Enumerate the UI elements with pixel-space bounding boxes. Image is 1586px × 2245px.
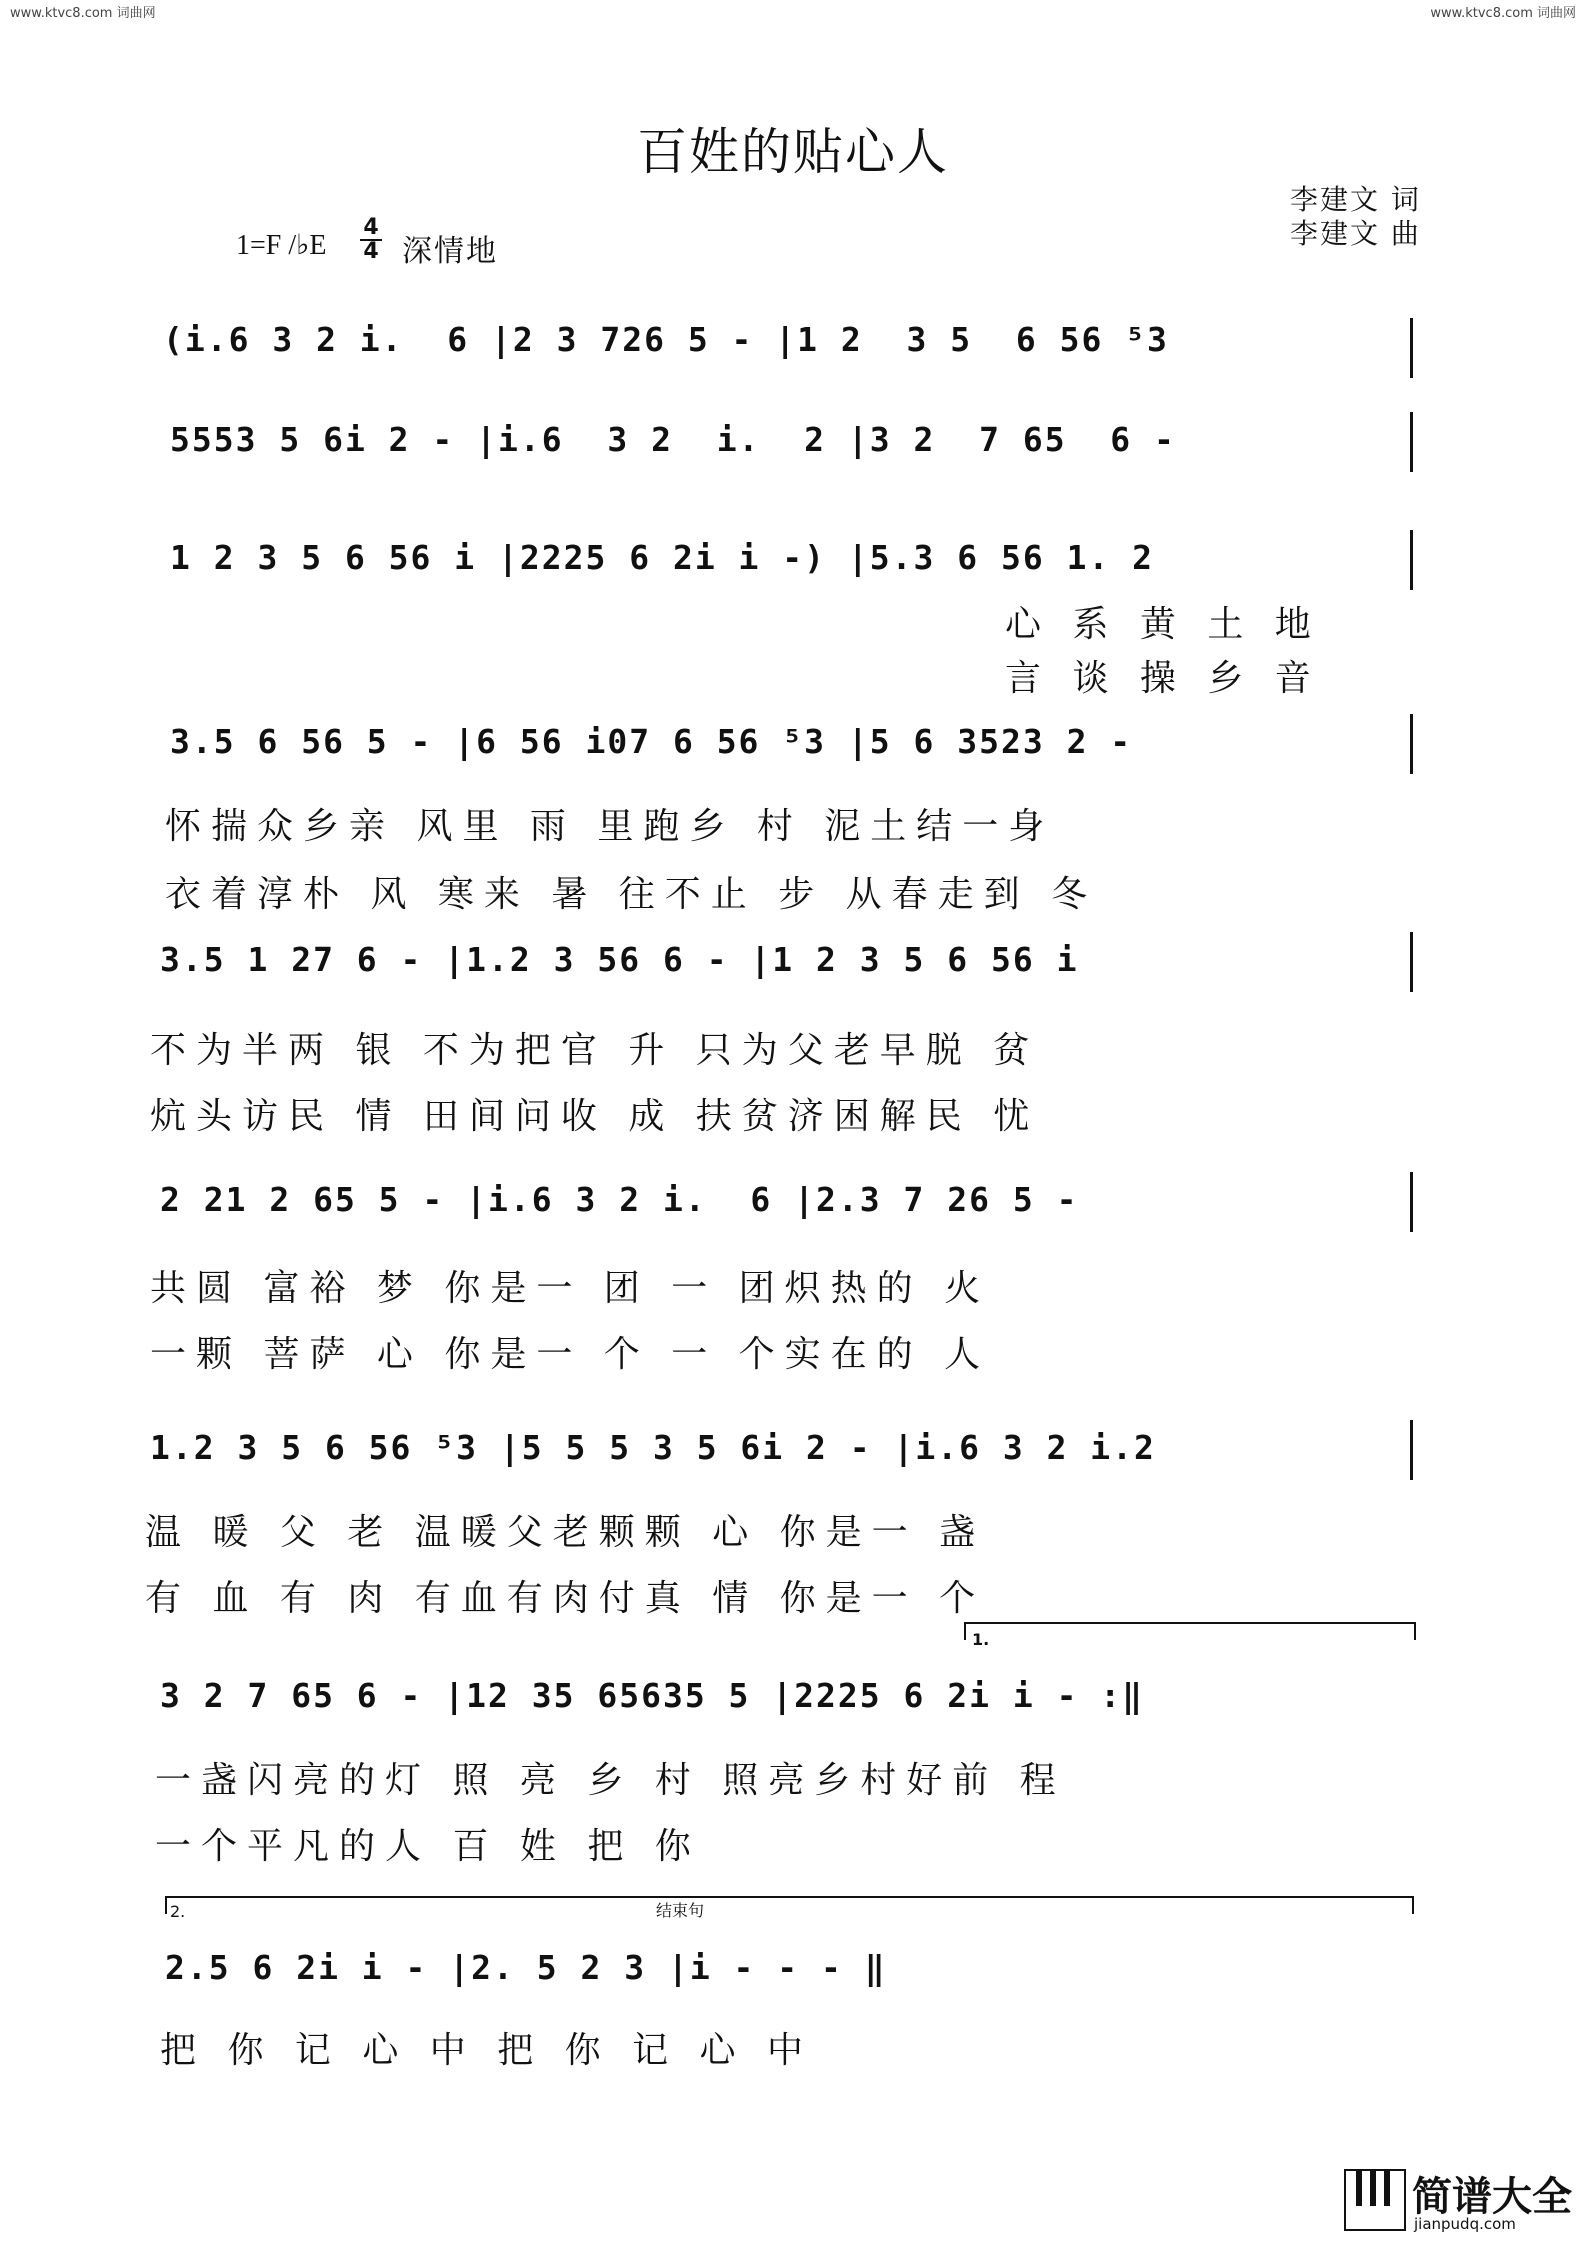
score-row-8: 3 2 7 65 6 - |12 35 65635 5 |2225 6 2i i - :‖: [160, 1676, 1145, 1715]
score-row-4: 3.5 6 56 5 - |6 56 i07 6 56 ⁵3 |5 6 3523 2 -: [170, 722, 1133, 761]
site-watermark-left: www.ktvc8.com 词曲网: [10, 6, 156, 21]
time-signature: [360, 215, 382, 264]
barline: [1410, 530, 1413, 590]
barline: [1410, 1420, 1413, 1480]
lyrics-row-5-verse-2: 炕头访民 情 田间问收 成 扶贫济困解民 忧: [150, 1096, 1040, 1137]
lyrics-row-5-verse-1: 不为半两 银 不为把官 升 只为父老早脱 贫: [150, 1030, 1040, 1071]
lyricist-credit: 李建文 词: [1290, 183, 1421, 216]
jianpu-logo: [1344, 2165, 1574, 2235]
lyrics-row-4-verse-1: 怀揣众乡亲 风里 雨 里跑乡 村 泥土结一身: [165, 806, 1055, 847]
barline: [1410, 932, 1413, 992]
barline: [1410, 1172, 1413, 1232]
barline: [1410, 714, 1413, 774]
barline: [1410, 318, 1413, 378]
score-row-7: 1.2 3 5 6 56 ⁵3 |5 5 5 3 5 6i 2 - |i.6 3 2 i.2: [150, 1428, 1156, 1467]
logo-url: jianpudq.com: [1414, 2215, 1516, 2233]
score-row-9: 2.5 6 2i i - |2. 5 2 3 |i - - - ‖: [165, 1948, 887, 1987]
lyrics-row-4-verse-2: 衣着淳朴 风 寒来 暑 往不止 步 从春走到 冬: [165, 874, 1098, 915]
key-signature: 1=F /♭E: [236, 230, 327, 261]
score-row-6: 2 21 2 65 5 - |i.6 3 2 i. 6 |2.3 7 26 5 -: [160, 1180, 1079, 1219]
lyrics-row-7-verse-2: 有 血 有 肉 有血有肉付真 情 你是一 个: [145, 1578, 986, 1619]
meter-bottom: 4: [363, 239, 379, 264]
lyrics-row-6-verse-1: 共圆 富裕 梦 你是一 团 一 团炽热的 火: [150, 1268, 991, 1309]
piano-keys-icon: [1344, 2169, 1406, 2231]
composer-credit: 李建文 曲: [1290, 217, 1421, 250]
lyrics-row-3-verse-2: 言 谈 操 乡 音: [1005, 658, 1321, 699]
score-row-5: 3.5 1 27 6 - |1.2 3 56 6 - |1 2 3 5 6 56 i: [160, 940, 1079, 979]
lyrics-row-8-verse-1: 一盏闪亮的灯 照 亮 乡 村 照亮乡村好前 程: [155, 1760, 1066, 1801]
site-watermark-right: www.ktvc8.com 词曲网: [1430, 6, 1576, 21]
song-title: 百姓的贴心人: [637, 123, 949, 181]
logo-text: 简谱大全: [1412, 2174, 1572, 2220]
lyrics-row-6-verse-2: 一颗 菩萨 心 你是一 个 一 个实在的 人: [150, 1334, 991, 1375]
score-row-3: 1 2 3 5 6 56 i |2225 6 2i i -) |5.3 6 56 1. 2: [170, 538, 1155, 577]
lyrics-row-9: 把 你 记 心 中 把 你 记 心 中: [160, 2030, 813, 2071]
lyrics-row-8-verse-2: 一个平凡的人 百 姓 把 你: [155, 1826, 701, 1867]
volta-2-label: 2.: [170, 1902, 186, 1921]
score-row-1: (i.6 3 2 i. 6 |2 3 726 5 - |1 2 3 5 6 56 ⁵3: [163, 320, 1169, 359]
ending-section-label: 结束句: [656, 1901, 705, 1920]
lyrics-row-7-verse-1: 温 暖 父 老 温暖父老颗颗 心 你是一 盏: [145, 1512, 986, 1553]
volta-2-bracket: [165, 1896, 1414, 1914]
volta-1-label: 1.: [972, 1630, 990, 1649]
barline: [1410, 412, 1413, 472]
score-row-2: 5553 5 6i 2 - |i.6 3 2 i. 2 |3 2 7 65 6 -: [170, 420, 1176, 459]
tempo-marking: 深情地: [402, 234, 498, 269]
lyrics-row-3-verse-1: 心 系 黄 土 地: [1005, 604, 1321, 645]
meter-top: 4: [363, 215, 379, 240]
volta-1-bracket: [964, 1622, 1416, 1640]
